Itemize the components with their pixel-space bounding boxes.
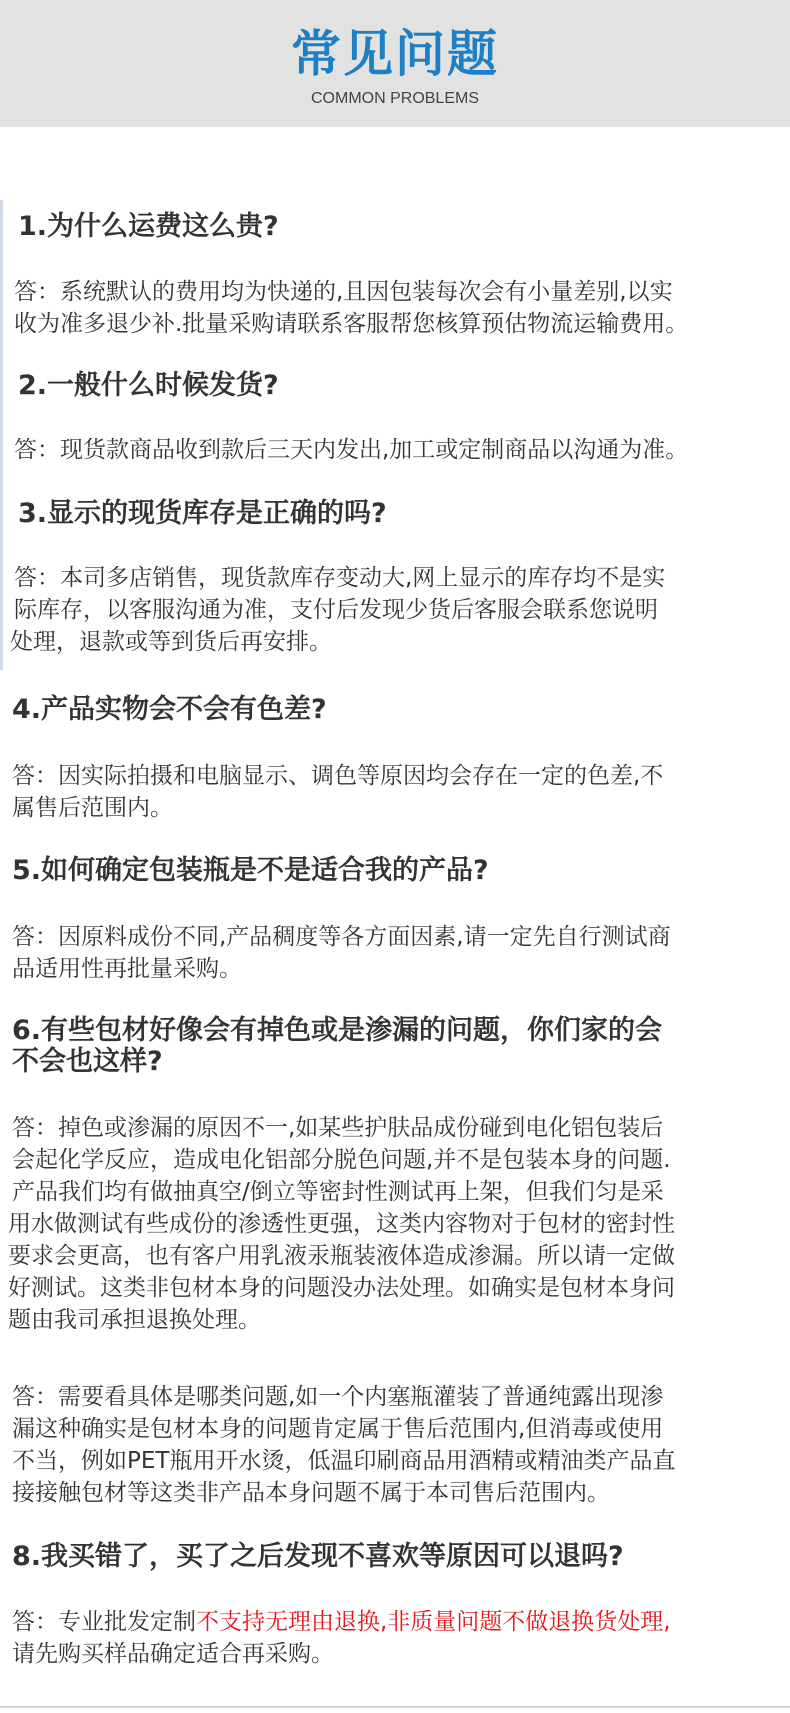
faq-answer-5-line-1: 答：因原料成份不同,产品稠度等各方面因素,请一定先自行测试商 xyxy=(12,924,671,950)
faq-answer-1-line-1: 答：系统默认的费用均为快递的,且因包装每次会有小量差别,以实 xyxy=(14,279,673,305)
faq-question-3: 3.显示的现货库存是正确的吗? xyxy=(18,498,387,529)
faq-answer-4-line-1: 答：因实际拍摄和电脑显示、调色等原因均会存在一定的色差,不 xyxy=(12,763,664,789)
faq-question-8: 8.我买错了，买了之后发现不喜欢等原因可以退吗? xyxy=(12,1541,624,1572)
faq-answer-7-line-4: 接接触包材等这类非产品本身问题不属于本司售后范围内。 xyxy=(12,1480,610,1506)
faq-answer-6-line-4: 用水做测试有些成份的渗透性更强，这类内容物对于包材的密封性 xyxy=(8,1211,675,1237)
faq-question-2: 2.一般什么时候发货? xyxy=(18,370,279,401)
faq-answer-6-line-7: 题由我司承担退换处理。 xyxy=(8,1307,261,1333)
faq-answer-2-line-1: 答：现货款商品收到款后三天内发出,加工或定制商品以沟通为准。 xyxy=(14,437,689,463)
page-subtitle: COMMON PROBLEMS xyxy=(310,90,479,107)
faq-answer-6-line-5: 要求会更高，也有客户用乳液汞瓶装液体造成渗漏。所以请一定做 xyxy=(8,1243,675,1269)
faq-question-6-line-2: 不会也这样? xyxy=(12,1046,163,1077)
faq-answer-8-line-2: 请先购买样品确定适合再采购。 xyxy=(12,1641,334,1667)
faq-question-1: 1.为什么运费这么贵? xyxy=(18,211,279,242)
faq-answer-5-line-2: 品适用性再批量采购。 xyxy=(12,956,242,982)
bottom-divider xyxy=(0,1706,790,1708)
faq-question-6-line-1: 6.有些包材好像会有掉色或是渗漏的问题，你们家的会 xyxy=(12,1015,663,1046)
faq-question-5: 5.如何确定包装瓶是不是适合我的产品? xyxy=(12,855,489,886)
page-title: 常见问题 xyxy=(291,25,499,83)
faq-answer-3-line-1: 答：本司多店销售，现货款库存变动大,网上显示的库存均不是实 xyxy=(14,565,666,591)
faq-answer-6-line-1: 答：掉色或渗漏的原因不一,如某些护肤品成份碰到电化铝包装后 xyxy=(12,1115,664,1141)
faq-question-4: 4.产品实物会不会有色差? xyxy=(12,694,327,725)
header-banner xyxy=(0,0,790,127)
faq-answer-3-line-3: 处理，退款或等到货后再安排。 xyxy=(10,629,332,655)
faq-answer-8-highlight: 不支持无理由退换,非质量问题不做退换货处理, xyxy=(196,1609,671,1635)
faq-answer-6-line-6: 好测试。这类非包材本身的问题没办法处理。如确实是包材本身问 xyxy=(8,1275,675,1301)
faq-answer-6-line-2: 会起化学反应，造成电化铝部分脱色问题,并不是包装本身的问题. xyxy=(12,1147,671,1173)
faq-answer-4-line-2: 属售后范围内。 xyxy=(12,795,173,821)
faq-answer-7-line-2: 漏这种确实是包材本身的问题肯定属于售后范围内,但消毒或使用 xyxy=(12,1416,664,1442)
left-accent-bar xyxy=(0,200,3,670)
faq-answer-8-line-1 xyxy=(12,1606,671,1638)
faq-answer-1-line-2: 收为准多退少补.批量采购请联系客服帮您核算预估物流运输费用。 xyxy=(14,311,689,337)
faq-answer-6-line-3: 产品我们均有做抽真空/倒立等密封性测试再上架，但我们匀是采 xyxy=(12,1179,664,1205)
faq-answer-3-line-2: 际库存，以客服沟通为准，支付后发现少货后客服会联系您说明 xyxy=(14,597,658,623)
faq-answer-7-line-3: 不当，例如PET瓶用开水烫，低温印刷商品用酒精或精油类产品直 xyxy=(12,1448,676,1474)
faq-answer-8-prefix: 答：专业批发定制 xyxy=(12,1609,196,1635)
faq-answer-7-line-1: 答：需要看具体是哪类问题,如一个内塞瓶灌装了普通纯露出现渗 xyxy=(12,1384,664,1410)
